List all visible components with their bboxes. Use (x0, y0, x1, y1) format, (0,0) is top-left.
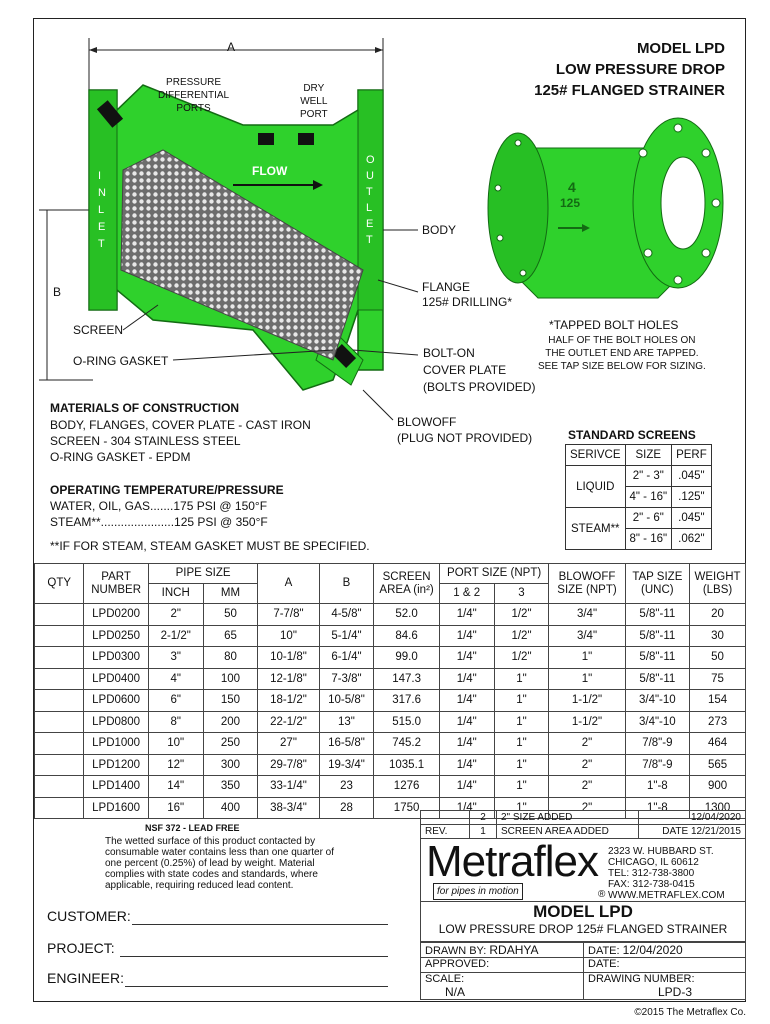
body-label: BODY (422, 223, 457, 237)
table-cell (35, 668, 84, 690)
table-cell: 16-5/8" (319, 733, 374, 755)
table-cell: 80 (203, 647, 258, 669)
table-cell (35, 690, 84, 712)
dry-well-port (298, 133, 314, 145)
table-cell: 2" (148, 604, 203, 626)
table-cell: 14" (148, 776, 203, 798)
table-cell: 30 (690, 625, 746, 647)
table-cell: 1" (494, 733, 549, 755)
table-cell: 200 (203, 711, 258, 733)
table-cell: 464 (690, 733, 746, 755)
table-cell: 10" (258, 625, 319, 647)
tapped-holes-note: HALF OF THE BOLT HOLES ON THE OUTLET END ARE TAPPED. SEE TAP SIZE BELOW FOR SIZING. (538, 335, 706, 372)
blowoff-label: BLOWOFF (PLUG NOT PROVIDED) (397, 415, 533, 445)
table-cell: 52.0 (374, 604, 440, 626)
table-cell: 27" (258, 733, 319, 755)
table-cell: 50 (690, 647, 746, 669)
table-cell: 1" (494, 711, 549, 733)
casting-size-mark: 4 (568, 179, 576, 195)
table-cell: 99.0 (374, 647, 440, 669)
nsf-heading: NSF 372 - LEAD FREE (145, 823, 240, 833)
table-cell: 2" (549, 797, 625, 819)
drawing-desc: LOW PRESSURE DROP 125# FLANGED STRAINER (438, 922, 728, 936)
table-cell: 10-5/8" (319, 690, 374, 712)
table-cell: 5/8"-11 (625, 625, 689, 647)
table-cell (35, 776, 84, 798)
table-cell: 5/8"-11 (625, 647, 689, 669)
table-cell: 13" (319, 711, 374, 733)
table-cell: 1/4" (439, 668, 494, 690)
table-cell: 1/4" (439, 797, 494, 819)
project-input-line[interactable] (120, 956, 388, 957)
casting-rating-mark: 125 (560, 196, 581, 210)
table-cell: 1/4" (439, 690, 494, 712)
table-cell: 1035.1 (374, 754, 440, 776)
metraflex-logo: Metraflex (426, 837, 598, 886)
operating-heading: OPERATING TEMPERATURE/PRESSURE (50, 483, 284, 497)
table-cell: 300 (203, 754, 258, 776)
table-cell: 3" (148, 647, 203, 669)
table-cell: LPD1000 (84, 733, 148, 755)
table-cell: 3/4"-10 (625, 690, 689, 712)
table-cell: LPD0250 (84, 625, 148, 647)
table-cell: 2" (549, 754, 625, 776)
table-cell: 1/2" (494, 604, 549, 626)
table-cell: 1" (549, 647, 625, 669)
steam-note: **IF FOR STEAM, STEAM GASKET MUST BE SPECIFIED. (50, 539, 370, 553)
title-line-3: 125# FLANGED STRAINER (534, 82, 725, 99)
strainer-3d-view (478, 108, 726, 308)
table-cell: 84.6 (374, 625, 440, 647)
pressure-ports-label: PRESSURE DIFFERENTIAL PORTS (158, 77, 230, 114)
table-cell: 8" (148, 711, 203, 733)
table-cell: 16" (148, 797, 203, 819)
table-cell: 1/4" (439, 733, 494, 755)
table-cell: 150 (203, 690, 258, 712)
table-row (35, 776, 746, 798)
table-row (35, 733, 746, 755)
table-cell: 1" (494, 776, 549, 798)
table-cell: 3/4" (549, 625, 625, 647)
table-cell: LPD1200 (84, 754, 148, 776)
table-cell: LPD0200 (84, 604, 148, 626)
operating-line-2: STEAM**......................125 PSI @ 350°F (50, 515, 268, 529)
table-cell: LPD0300 (84, 647, 148, 669)
table-cell: 3/4"-10 (625, 711, 689, 733)
table-cell: 2" (549, 776, 625, 798)
table-cell: 38-3/4" (258, 797, 319, 819)
cover-plate-label: BOLT-ON COVER PLATE (BOLTS PROVIDED) (423, 346, 536, 394)
table-cell: 20 (690, 604, 746, 626)
drawing-model: MODEL LPD (533, 902, 633, 921)
table-cell: 5/8"-11 (625, 604, 689, 626)
dimension-b-label: B (53, 285, 62, 299)
table-cell: 50 (203, 604, 258, 626)
table-cell: 12" (148, 754, 203, 776)
table-cell: 1-1/2" (549, 690, 625, 712)
table-cell: 7-3/8" (319, 668, 374, 690)
table-cell: 1" (549, 668, 625, 690)
table-cell (35, 733, 84, 755)
materials-heading: MATERIALS OF CONSTRUCTION (50, 401, 240, 415)
table-cell: 1/4" (439, 625, 494, 647)
table-cell: 1"-8 (625, 797, 689, 819)
table-cell: 2-1/2" (148, 625, 203, 647)
3d-inlet-flange (488, 133, 548, 283)
table-cell: 23 (319, 776, 374, 798)
table-cell (35, 754, 84, 776)
drawing-title (534, 38, 725, 101)
table-cell: 6-1/4" (319, 647, 374, 669)
table-cell (35, 647, 84, 669)
table-cell: 515.0 (374, 711, 440, 733)
table-cell: LPD1400 (84, 776, 148, 798)
table-cell: 1750 (374, 797, 440, 819)
table-cell: 7/8"-9 (625, 754, 689, 776)
table-cell: 75 (690, 668, 746, 690)
table-cell: 154 (690, 690, 746, 712)
drawing-model-block (420, 902, 746, 942)
inlet-label: I N L E T (98, 170, 106, 250)
table-cell: 2" (549, 733, 625, 755)
engineer-label: ENGINEER: (47, 970, 125, 986)
table-cell (35, 797, 84, 819)
table-cell (35, 625, 84, 647)
table-cell: 1/4" (439, 647, 494, 669)
engineer-input-line[interactable] (125, 986, 388, 987)
metraflex-tagline: for pipes in motion (433, 883, 523, 900)
table-cell: 1/4" (439, 711, 494, 733)
dry-well-label: DRY WELL PORT (300, 83, 328, 120)
registered-mark: ® (598, 889, 606, 900)
table-cell: 1" (494, 668, 549, 690)
table-cell: 7-7/8" (258, 604, 319, 626)
tapped-holes-title: *TAPPED BOLT HOLES (549, 318, 679, 332)
table-row (35, 690, 746, 712)
company-address: 2323 W. HUBBARD ST. CHICAGO, IL 60612 TEL: 312-738-3800 FAX: 312-738-0415 WWW.METRAFLEX.COM (608, 846, 725, 901)
table-cell: 147.3 (374, 668, 440, 690)
table-cell: 400 (203, 797, 258, 819)
table-row (35, 754, 746, 776)
table-cell: 317.6 (374, 690, 440, 712)
standard-screens-heading: STANDARD SCREENS (568, 428, 696, 442)
table-cell: 1276 (374, 776, 440, 798)
table-cell: LPD0800 (84, 711, 148, 733)
table-cell: 65 (203, 625, 258, 647)
table-cell: 5/8"-11 (625, 668, 689, 690)
table-cell: 28 (319, 797, 374, 819)
table-cell: 250 (203, 733, 258, 755)
table-cell: 1/2" (494, 625, 549, 647)
table-cell: 6" (148, 690, 203, 712)
table-cell: 4" (148, 668, 203, 690)
materials-line-2: SCREEN - 304 STAINLESS STEEL (50, 434, 241, 448)
table-cell: 1/4" (439, 754, 494, 776)
revision-table: 2 2" SIZE ADDED 12/04/2020 REV. 1 SCREEN AREA ADDED DATE 12/21/2015 (420, 810, 746, 839)
flange-label: FLANGE 125# DRILLING* (422, 280, 513, 309)
table-cell: 29-7/8" (258, 754, 319, 776)
table-cell: 100 (203, 668, 258, 690)
table-cell: LPD0400 (84, 668, 148, 690)
table-cell: 19-3/4" (319, 754, 374, 776)
table-cell: 18-1/2" (258, 690, 319, 712)
table-row (35, 604, 746, 626)
pressure-port-2 (258, 133, 274, 145)
dimension-a-label: A (227, 40, 236, 54)
table-row (35, 647, 746, 669)
nsf-text: The wetted surface of this product contacted by consumable water contains less than one quarter of one percent (0.25%) of lead by weight. Material complies with state codes and standards, where applicable, requiring reduced lead content. (105, 836, 335, 891)
flow-label: FLOW (252, 164, 288, 178)
table-cell: 33-1/4" (258, 776, 319, 798)
table-cell: 12-1/8" (258, 668, 319, 690)
customer-label: CUSTOMER: (47, 908, 131, 924)
title-line-2: LOW PRESSURE DROP (555, 61, 725, 78)
table-cell: 900 (690, 776, 746, 798)
model-spec-table: QTY PART NUMBER PIPE SIZE A B SCREEN AREA (in²) PORT SIZE (NPT) BLOWOFF SIZE (NPT) TAP SIZE (UNC) WEIGHT (LBS) INCH MM 1 & 2 3 LPD0200 2" 50 7-7/8" 4-5/8" 52.0 1/4" 1/2" 3/4" 5/8"-11 20 LPD0250 2-1/2" 65 10" 5-1/4" 84.6 1/4" 1/2" 3/4" 5/8"-11 30 LPD0300 3" 80 10-1/8" 6-1/4" 99.0 1/4" 1/2" 1" 5/8"-11 50 LPD0400 4" 100 12-1/8" 7-3/8" 147.3 1/4" 1" 1" 5/8"-11 75 LPD0600 6" 150 18-1/2" 10-5/8" 317.6 1/4" 1" 1-1/2" 3/4"-10 154 LPD0800 8" 200 22-1/2" 13" 515.0 1/4" 1" 1-1/2" 3/4"-10 273 LPD1000 10" 250 27" 16-5/8" 745.2 1/4" 1" 2" 7/8"-9 464 LPD1200 12" 300 29-7/8" 19-3/4" 1035.1 1/4" 1" 2" 7/8"-9 565 LPD1400 14" 350 33-1/4" 23 1276 1/4" 1" 2" 1"-8 900 LPD1600 16" 400 38-3/4" 28 1750 1/4" 1" 2" 1"-8 1300 (34, 563, 746, 819)
materials-line-3: O-RING GASKET - EPDM (50, 450, 191, 464)
table-cell: 1/4" (439, 776, 494, 798)
table-row (35, 711, 746, 733)
table-cell: 1" (494, 797, 549, 819)
table-cell (35, 711, 84, 733)
screen-label: SCREEN (73, 323, 124, 337)
table-cell: 565 (690, 754, 746, 776)
customer-input-line[interactable] (132, 924, 388, 925)
table-row (35, 625, 746, 647)
table-cell: 1300 (690, 797, 746, 819)
table-cell: 350 (203, 776, 258, 798)
copyright: ©2015 The Metraflex Co. (634, 1007, 746, 1018)
title-line-1: MODEL LPD (636, 40, 725, 57)
standard-screens-table: SERIVCE SIZE PERF LIQUID 2" - 3" .045" 4" - 16" .125" STEAM** 2" - 6" .045" 8" - 16" .062" (565, 444, 712, 550)
table-cell: 5-1/4" (319, 625, 374, 647)
table-cell: 10-1/8" (258, 647, 319, 669)
drawing-info-table: DRAWN BY: RDAHYA DATE: 12/04/2020 APPROVED: DATE: SCALE: N/A DRAWING NUMBER: LPD-3 (420, 942, 746, 1000)
materials-line-1: BODY, FLANGES, COVER PLATE - CAST IRON (50, 418, 311, 432)
table-row (35, 668, 746, 690)
table-cell: 3/4" (549, 604, 625, 626)
oring-label: O-RING GASKET (73, 354, 169, 368)
table-cell: 1-1/2" (549, 711, 625, 733)
3d-outlet-bore (661, 157, 705, 249)
table-cell: 745.2 (374, 733, 440, 755)
table-cell: 1/4" (439, 604, 494, 626)
table-cell: 1"-8 (625, 776, 689, 798)
table-cell: 7/8"-9 (625, 733, 689, 755)
table-cell: 4-5/8" (319, 604, 374, 626)
table-cell: LPD0600 (84, 690, 148, 712)
table-cell: LPD1600 (84, 797, 148, 819)
project-label: PROJECT: (47, 940, 115, 956)
table-cell: 273 (690, 711, 746, 733)
table-cell (35, 604, 84, 626)
table-cell: 1" (494, 690, 549, 712)
outlet-label: O U T L E T (366, 154, 375, 246)
table-cell: 22-1/2" (258, 711, 319, 733)
table-cell: 1/2" (494, 647, 549, 669)
operating-line-1: WATER, OIL, GAS.......175 PSI @ 150°F (50, 499, 268, 513)
table-cell: 10" (148, 733, 203, 755)
table-cell: 1" (494, 754, 549, 776)
